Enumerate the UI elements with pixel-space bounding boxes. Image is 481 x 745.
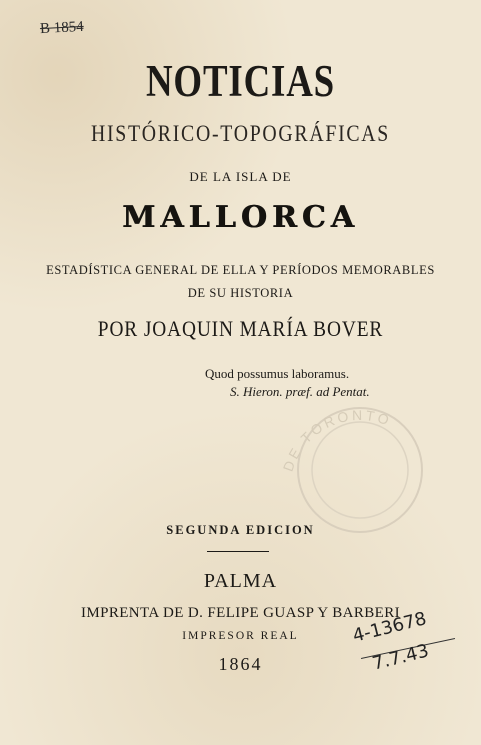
svg-text:DE TORONTO [280,407,394,474]
printer-role: IMPRESOR REAL [182,630,299,642]
author-line: POR JOAQUIN MARÍA BOVER [97,316,384,341]
statistics-line-2: DE SU HISTORIA [187,286,294,300]
imprint-city: PALMA [203,570,278,592]
place-prefix: DE LA ISLA DE [189,169,292,184]
edition-label: SEGUNDA EDICION [166,523,315,537]
publication-year: 1864 [218,654,263,674]
imprint-printer: IMPRENTA DE D. FELIPE GUASP Y BARBERI [80,605,401,621]
handwritten-date: 7.7.43 [370,640,431,675]
statistics-line-1: ESTADÍSTICA GENERAL DE ELLA Y PERÍODOS MEMORABLES [46,263,435,277]
latin-motto: Quod possumus laboramus. [205,366,350,381]
handwritten-accession-number: 4-13678 [350,608,429,647]
island-name: MALLORCA [122,200,359,235]
book-subtitle: HISTÓRICO-TOPOGRÁFICAS [90,121,391,146]
call-number: B 1854 [39,18,85,38]
stamp-text: DE TORONTO [279,406,394,474]
book-title: NOTICIAS [145,56,336,106]
motto-source: S. Hieron. præf. ad Pentat. [230,384,370,399]
divider-rule [207,551,269,552]
